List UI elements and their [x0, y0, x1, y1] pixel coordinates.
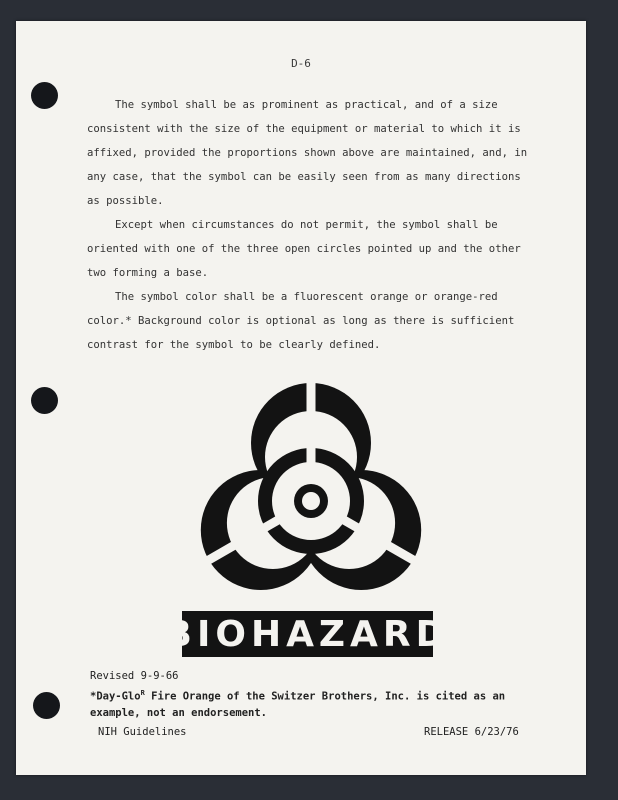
- footnote: [90, 685, 560, 721]
- revision-note: Revised 9-9-66: [90, 670, 179, 682]
- registered-mark: R: [140, 689, 145, 697]
- binder-hole-top: [31, 82, 58, 109]
- binder-hole-bottom: [33, 692, 60, 719]
- binder-hole-middle: [31, 387, 58, 414]
- document-page: [16, 21, 586, 775]
- page-number: D-6: [291, 57, 311, 70]
- biohazard-icon: [186, 361, 436, 611]
- biohazard-label-text: BIOHAZARD: [164, 613, 451, 655]
- paragraph-symbol-size: The symbol shall be as prominent as practical, and of a size consistent with the size of the equipment or material to which it is affixed, provided the proportions shown above are maintained, and, in any case, that the symbol can be easily seen from as many directions as possible.: [87, 99, 528, 207]
- footnote-lead: *Day-Glo: [90, 690, 141, 703]
- footer-source: NIH Guidelines: [98, 726, 187, 738]
- paragraph-symbol-orientation: Except when circumstances do not permit, the symbol shall be oriented with one of the three open circles pointed up and the other two forming a base.: [87, 219, 521, 279]
- paragraph-symbol-color: The symbol color shall be a fluorescent orange or orange-red color.* Background color is optional as long as there is sufficient contrast for the symbol to be clearly defined.: [87, 291, 515, 351]
- biohazard-label: [164, 611, 451, 657]
- body-text: [87, 93, 537, 357]
- footnote-text: Fire Orange of the Switzer Brothers, Inc. is cited as an example, not an endorsement.: [90, 690, 506, 719]
- footer-release: RELEASE 6/23/76: [424, 726, 519, 738]
- biohazard-ink: [186, 361, 436, 611]
